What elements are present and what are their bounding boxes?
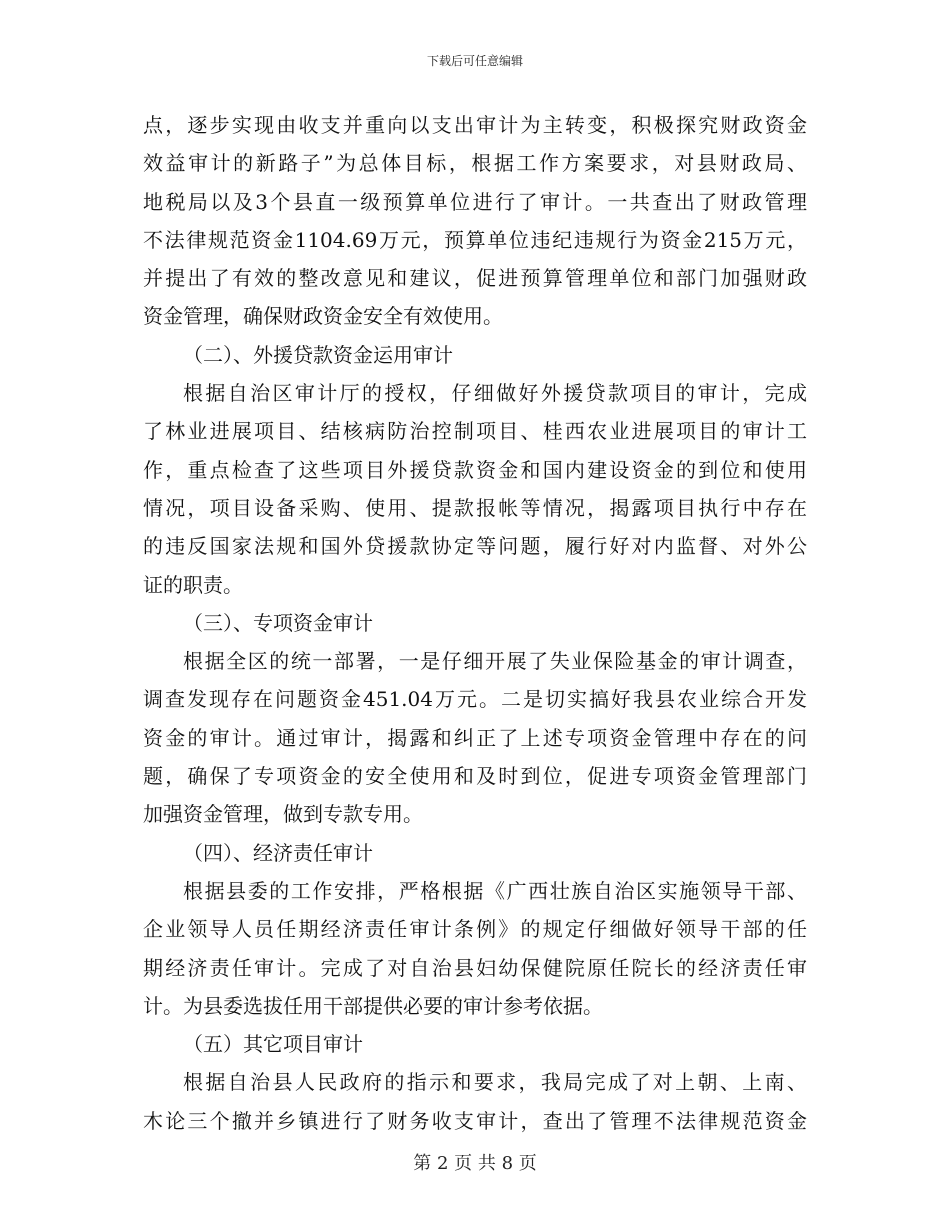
paragraph-line: 效益审计的新路子”为总体目标，根据工作方案要求，对县财政局、 (143, 151, 807, 176)
paragraph-line: 加强资金管理，做到专款专用。 (143, 802, 423, 827)
section-heading: （二）、外援贷款资金运用审计 (183, 342, 453, 367)
paragraph-line: 的违反国家法规和国外贷援款协定等问题，履行好对内监督、对外公 (143, 534, 807, 559)
paragraph-line: 调查发现存在问题资金451.04万元。二是切实搞好我县农业综合开发 (143, 687, 807, 712)
section-heading: （四）、经济责任审计 (183, 840, 373, 865)
paragraph-line: 企业领导人员任期经济责任审计条例》的规定仔细做好领导干部的任 (143, 917, 807, 942)
paragraph-line: 题，确保了专项资金的安全使用和及时到位，促进专项资金管理部门 (143, 764, 807, 789)
paragraph-line: 并提出了有效的整改意见和建议，促进预算管理单位和部门加强财政 (143, 266, 807, 291)
document-body (143, 106, 807, 1140)
paragraph-line: 证的职责。 (143, 572, 243, 597)
paragraph-line: 木论三个撤并乡镇进行了财务收支审计，查出了管理不法律规范资金 (143, 1108, 807, 1133)
paragraph-line: 根据全区的统一部署，一是仔细开展了失业保险基金的审计调查， (183, 649, 807, 674)
paragraph-line: 根据自治区审计厅的授权，仔细做好外援贷款项目的审计，完成 (183, 381, 807, 406)
section-heading: （三）、专项资金审计 (183, 610, 373, 635)
paragraph-line: 作，重点检查了这些项目外援贷款资金和国内建设资金的到位和使用 (143, 457, 807, 482)
paragraph-line: 不法律规范资金1104.69万元，预算单位违纪违规行为资金215万元， (143, 227, 807, 252)
paragraph-line: 资金的审计。通过审计，揭露和纠正了上述专项资金管理中存在的问 (143, 725, 807, 750)
paragraph-line: 计。为县委选拔任用干部提供必要的审计参考依据。 (143, 993, 603, 1018)
paragraph-line: 地税局以及3个县直一级预算单位进行了审计。一共查出了财政管理 (143, 189, 807, 214)
paragraph-line: 资金管理，确保财政资金安全有效使用。 (143, 304, 503, 329)
page-footer: 第 2 页 共 8 页 (413, 1153, 537, 1174)
paragraph-line: 根据县委的工作安排，严格根据《广西壮族自治区实施领导干部、 (183, 878, 807, 903)
paragraph-line: 点，逐步实现由收支并重向以支出审计为主转变，积极探究财政资金 (143, 113, 807, 137)
paragraph-line: 了林业进展项目、结核病防治控制项目、桂西农业进展项目的审计工 (143, 419, 807, 444)
page-header: 下载后可任意编辑 (426, 54, 523, 68)
paragraph-line: 根据自治县人民政府的指示和要求，我局完成了对上朝、上南、 (183, 1070, 807, 1095)
paragraph-line: 期经济责任审计。完成了对自治县妇幼保健院原任院长的经济责任审 (143, 955, 807, 980)
section-heading: （五）其它项目审计 (183, 1032, 363, 1057)
paragraph-line: 情况，项目设备采购、使用、提款报帐等情况，揭露项目执行中存在 (143, 495, 807, 520)
